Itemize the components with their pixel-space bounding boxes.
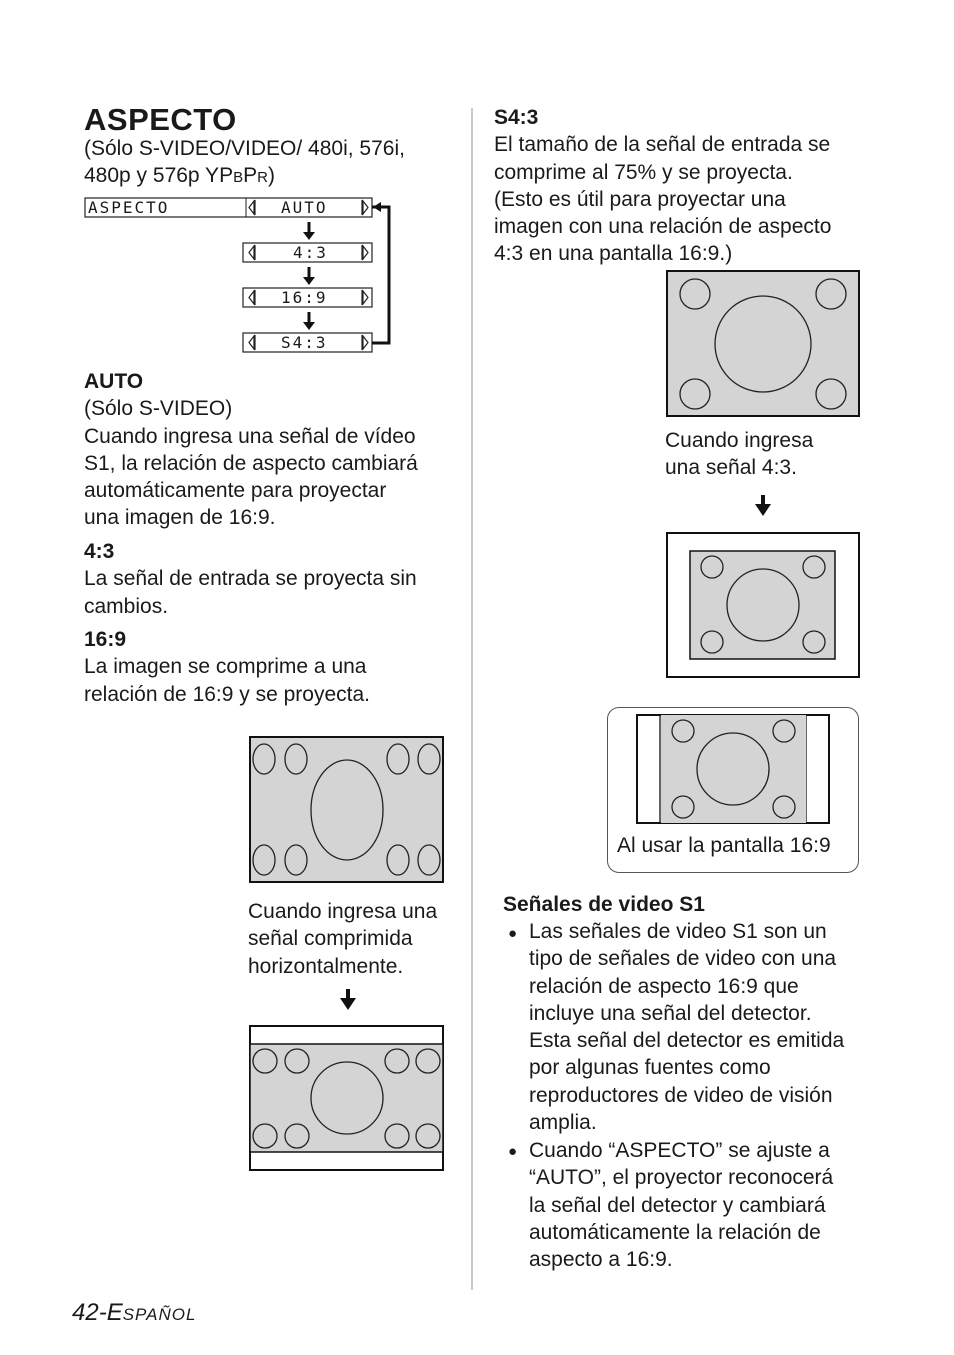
s43-line: (Esto es útil para proyectar una [494,187,786,211]
s43-heading: S4:3 [494,106,539,129]
s43-line: 4:3 en una pantalla 16:9.) [494,242,733,266]
auto-line: automáticamente para proyectar [84,479,387,503]
auto-heading: AUTO [84,370,144,393]
bullet-line: relación de aspecto 16:9 que [529,974,799,998]
bullet-line: amplia. [529,1111,597,1135]
auto-line: una imagen de 16:9. [84,506,276,530]
menu-option-auto: AUTO [281,198,328,217]
s43-line: comprime al 75% y se proyecta. [494,160,793,184]
bullet-icon: ● [508,925,518,942]
caption-line: horizontalmente. [248,954,404,978]
caption-line: señal comprimida [248,927,413,951]
bullet-line: reproductores de video de visión [529,1083,833,1107]
auto-line: S1, la relación de aspecto cambiará [84,451,418,475]
r169-line: relación de 16:9 y se proyecta. [84,682,371,706]
r169-heading: 16:9 [84,628,127,651]
r43-line: La señal de entrada se proyecta sin [84,567,417,591]
s1-bullet-2 [529,1137,879,1273]
menu-option-16-9: 16:9 [281,288,328,307]
caption-line: una señal 4:3. [665,456,797,480]
r43-line: cambios. [84,594,169,618]
page-title: ASPECTO [84,102,237,137]
s43-line: El tamaño de la señal de entrada se [494,133,831,157]
bullet-line: la señal del detector y cambiará [529,1193,826,1217]
auto-line: (Sólo S-VIDEO) [84,397,233,421]
r169-line: La imagen se comprime a una [84,655,367,679]
bullet-line: tipo de señales de video con una [529,947,837,971]
subtitle-line-1: (Sólo S-VIDEO/VIDEO/ 480i, 576i, [84,137,405,160]
subtitle-line-2: 480p y 576p YPBPR) [84,164,275,188]
r43-heading: 4:3 [84,540,115,563]
auto-line: Cuando ingresa una señal de vídeo [84,424,416,448]
bullet-line: Las señales de video S1 son un [529,920,827,943]
bullet-icon: ● [508,1143,518,1160]
caption-16-9-screen: Al usar la pantalla 16:9 [617,834,831,857]
s43-line: imagen con una relación de aspecto [494,215,832,239]
menu-option-s4-3: S4:3 [281,333,328,352]
menu-label: ASPECTO [88,198,170,217]
bullet-line: automáticamente la relación de [529,1220,821,1244]
bullet-line: Cuando “ASPECTO” se ajuste a [529,1139,830,1162]
bullet-line: Esta señal del detector es emitida [529,1029,845,1053]
bullet-line: incluye una señal del detector. [529,1001,812,1025]
s1-bullet-1 [529,918,879,1136]
caption-line: Cuando ingresa una [248,900,438,923]
bullet-line: aspecto a 16:9. [529,1248,673,1272]
menu-option-4-3: 4:3 [293,243,328,262]
bullet-line: “AUTO”, el proyector reconocerá [529,1166,834,1190]
caption-line: Cuando ingresa [665,429,814,452]
bullet-line: por algunas fuentes como [529,1056,771,1080]
s1-heading: Señales de video S1 [503,893,705,916]
page-number: 42-ESPAÑOL [72,1299,197,1326]
